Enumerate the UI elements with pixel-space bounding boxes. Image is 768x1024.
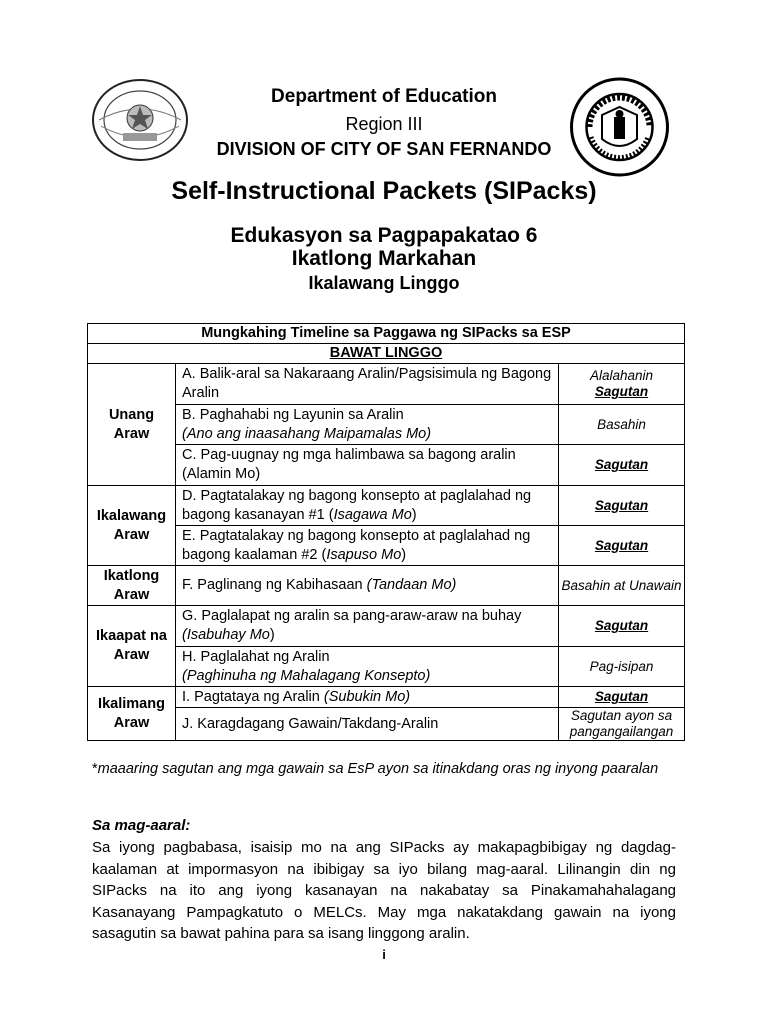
activity-label: Sagutan	[594, 537, 649, 553]
learner-heading: Sa mag-aaral:	[92, 817, 191, 834]
subject-title: Edukasyon sa Pagpapakatao 6	[230, 224, 538, 247]
activity-label: Sagutan	[594, 457, 649, 472]
activity-label: Alalahanin	[589, 368, 654, 383]
quarter-title: Ikatlong Markahan	[291, 247, 477, 270]
table-row	[88, 647, 685, 687]
schedule-note	[92, 759, 682, 779]
table-row	[88, 486, 685, 526]
note-text: maaaring sagutan ang mga gawain sa EsP ayon sa itinakdang oras ng inyong paaralan	[97, 761, 659, 777]
lesson-step-text: D. Pagtatalakay ng bagong konsepto at paglalahad ng bagong kasanayan #1 (	[182, 487, 532, 523]
week-title: Ikalawang Linggo	[308, 273, 460, 293]
activity-label: Sagutan	[594, 618, 649, 633]
activity-label: Sagutan	[594, 497, 649, 513]
region-name: Region III	[345, 114, 423, 134]
table-row	[88, 606, 685, 647]
department-name: Department of Education	[271, 86, 497, 107]
activity-label: Sagutan ayon sa pangangailangan	[569, 708, 674, 739]
note-asterisk: *	[92, 761, 98, 777]
lesson-step-suffix: )	[401, 546, 407, 563]
day-label: Ikatlong Araw	[88, 566, 176, 606]
table-row	[88, 364, 685, 405]
lesson-step-subtext: (Paghinuha ng Mahalagang Konsepto)	[182, 667, 431, 684]
table-row	[88, 526, 685, 566]
table-row	[88, 445, 685, 486]
activity-label: Sagutan	[594, 689, 649, 704]
timeline-subheading: BAWAT LINGGO	[329, 345, 443, 361]
lesson-step-text: C. Pag-uugnay ng mga halimbawa sa bagong aralin (Alamin Mo)	[176, 445, 559, 486]
activity-label: Sagutan	[594, 384, 649, 399]
lesson-step-text: J. Karagdagang Gawain/Takdang-Aralin	[176, 708, 559, 741]
lesson-step-suffix: )	[269, 627, 275, 643]
lesson-step-text: A. Balik-aral sa Nakaraang Aralin/Pagsisimula ng Bagong Aralin	[176, 364, 559, 405]
lesson-step-text: I. Pagtataya ng Aralin	[182, 688, 324, 705]
lesson-step-text: B. Paghahabi ng Layunin sa Aralin	[182, 406, 404, 423]
activity-label: Basahin	[597, 416, 646, 432]
day-label: Unang Araw	[88, 364, 176, 486]
day-label: Ikaapat na Araw	[88, 606, 176, 687]
day-label: Ikalawang Araw	[88, 486, 176, 566]
activity-label: Basahin at Unawain	[561, 577, 682, 593]
lesson-step-cell	[176, 566, 559, 606]
lesson-step-subtext: (Subukin Mo)	[323, 688, 411, 705]
lesson-step-cell	[176, 687, 559, 708]
table-subheader-row	[88, 344, 685, 364]
lesson-step-subtext: (Tandaan Mo)	[366, 577, 457, 593]
activity-cell	[559, 364, 685, 405]
lesson-step-text: H. Paglalahat ng Aralin	[182, 648, 330, 665]
document-title: Self-Instructional Packets (SIPacks)	[171, 177, 597, 205]
table-row	[88, 405, 685, 445]
lesson-step-text: E. Pagtatalakay ng bagong konsepto at paglalahad ng bagong kaalaman #2 (	[182, 527, 531, 563]
page-number: i	[382, 947, 386, 962]
lesson-step-cell	[176, 405, 559, 445]
lesson-step-suffix: )	[411, 506, 417, 523]
table-header-row	[88, 324, 685, 344]
table-row	[88, 687, 685, 708]
day-label: Ikalimang Araw	[88, 687, 176, 741]
lesson-step-subtext: Isagawa Mo	[333, 506, 412, 523]
lesson-step-text: G. Paglalapat ng aralin sa pang-araw-araw na buhay	[182, 608, 522, 624]
division-name: DIVISION OF CITY OF SAN FERNANDO	[216, 139, 552, 159]
lesson-step-cell	[176, 486, 559, 526]
learner-paragraph: Sa iyong pagbabasa, isaisip mo na ang SIPacks ay makapagbibigay ng dagdag-kaalaman at impormasyon na ibibigay sa iyo bilang mag-aaral. Lilinangin din ng SIPacks na ito ang iyong kasanayan na nakabatay sa Pinakamahahalagang Kasanayang Pampagkatuto o MELCs. May mga nakatakdang gawain na iyong sasagutin sa bawat pahina para sa isang linggong aralin.	[92, 839, 676, 942]
lesson-step-text: F. Paglinang ng Kabihasaan	[182, 577, 367, 593]
lesson-step-cell	[176, 647, 559, 687]
table-row	[88, 566, 685, 606]
table-row	[88, 708, 685, 741]
lesson-step-cell	[176, 606, 559, 647]
timeline-heading: Mungkahing Timeline sa Paggawa ng SIPacks sa ESP	[88, 324, 685, 344]
activity-label: Pag-isipan	[589, 658, 654, 674]
lesson-step-subtext: (Ano ang inaasahang Maipamalas Mo)	[182, 425, 432, 442]
lesson-step-subtext: Isapuso Mo	[326, 546, 402, 563]
lesson-step-subtext: (Isabuhay Mo	[182, 627, 270, 643]
timeline-table	[87, 323, 685, 741]
lesson-step-cell	[176, 526, 559, 566]
